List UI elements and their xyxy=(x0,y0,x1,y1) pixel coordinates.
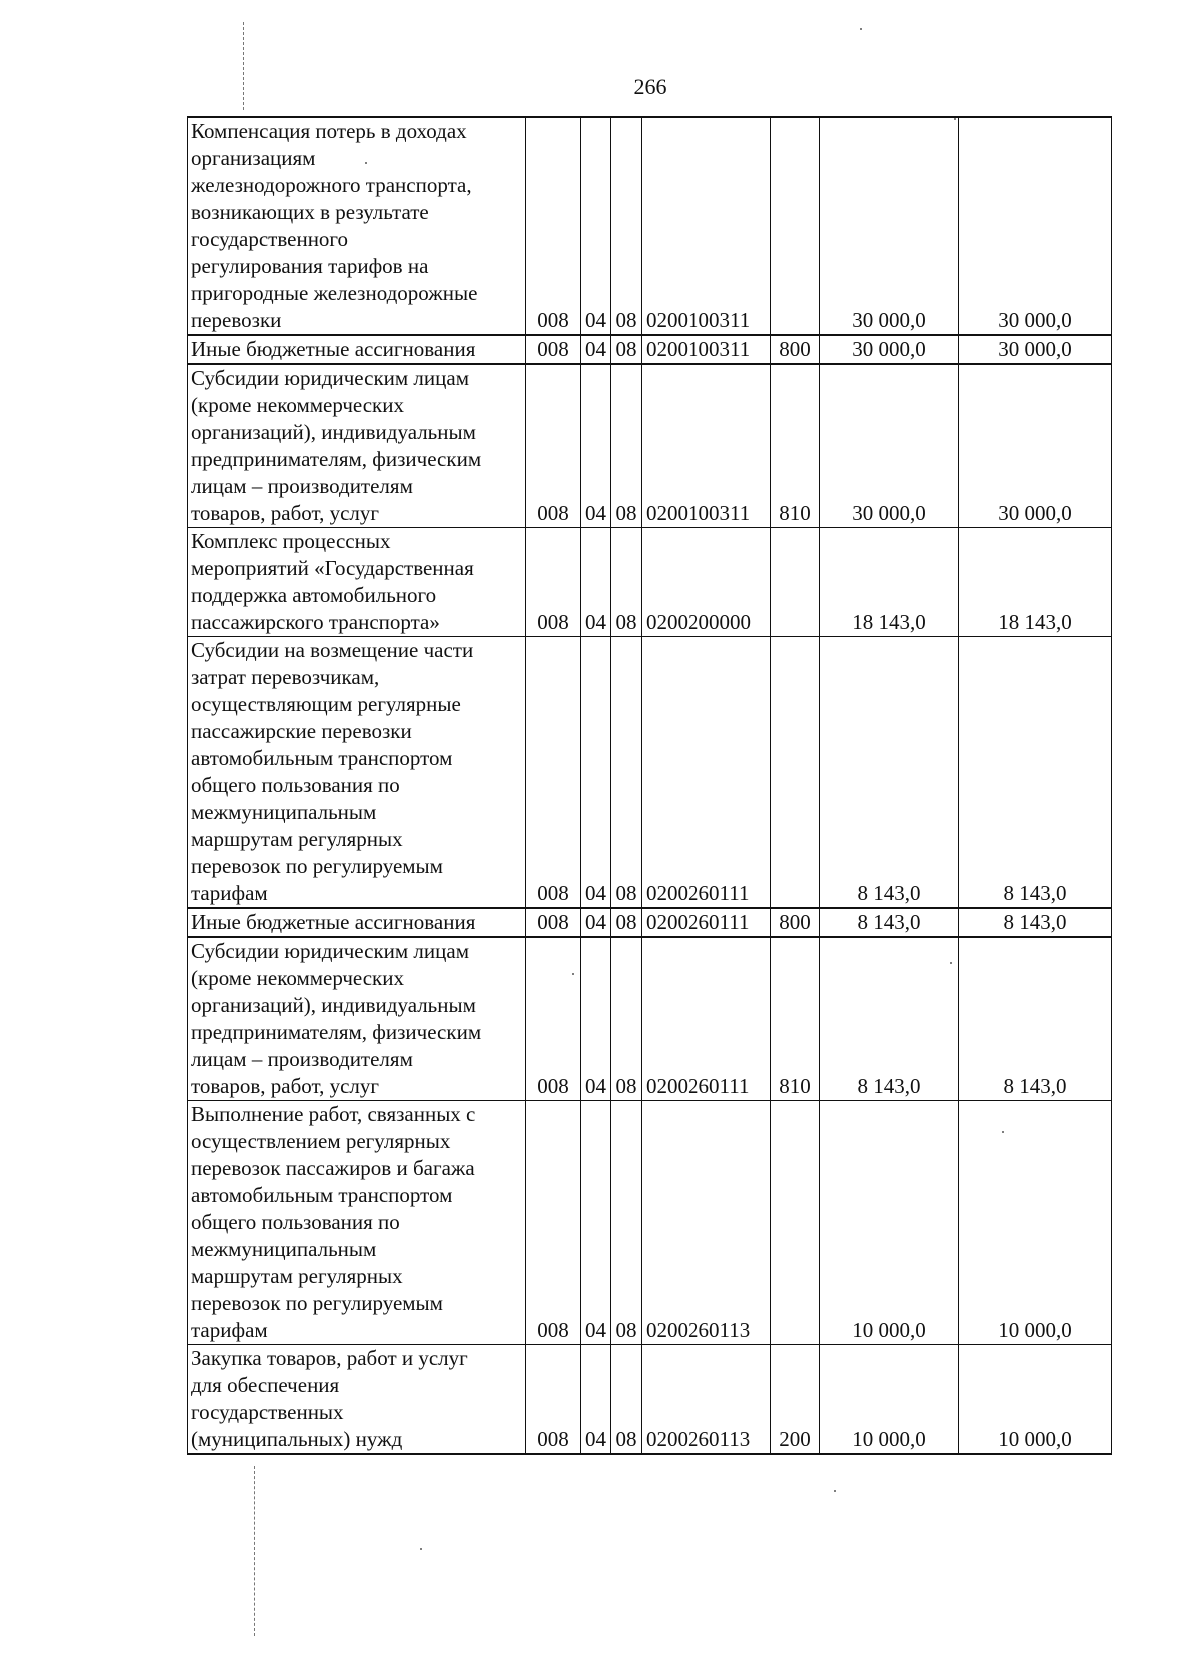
expense-type-code: 800 xyxy=(771,908,820,937)
target-code: 0200260113 xyxy=(642,1345,771,1455)
section-code: 04 xyxy=(581,117,611,335)
target-code: 0200260111 xyxy=(642,637,771,909)
section-code: 04 xyxy=(581,937,611,1101)
subsection-code: 08 xyxy=(611,908,642,937)
table-row xyxy=(188,528,1112,637)
target-code: 0200260113 xyxy=(642,1101,771,1345)
scan-speck xyxy=(420,1548,422,1550)
section-code: 04 xyxy=(581,364,611,528)
amount-1: 18 143,0 xyxy=(820,528,959,637)
section-code: 04 xyxy=(581,335,611,364)
table-row xyxy=(188,364,1112,528)
subsection-code: 08 xyxy=(611,1345,642,1455)
amount-1: 8 143,0 xyxy=(820,637,959,909)
subsection-code: 08 xyxy=(611,1101,642,1345)
row-name: Субсидии на возмещение части затрат перевозчикам, осуществляющим регулярные пассажирские перевозки автомобильным транспортом общего пользования по межмуниципальным маршрутам регулярных перевозок по регулируемым тарифам xyxy=(188,637,526,909)
section-code: 04 xyxy=(581,1101,611,1345)
scan-speck xyxy=(950,962,952,964)
table-row xyxy=(188,1101,1112,1345)
ministry-code: 008 xyxy=(526,364,581,528)
expense-type-code: 800 xyxy=(771,335,820,364)
row-name: Субсидии юридическим лицам (кроме некоммерческих организаций), индивидуальным предпринимателям, физическим лицам – производителям товаров, работ, услуг xyxy=(188,364,526,528)
subsection-code: 08 xyxy=(611,528,642,637)
table-row xyxy=(188,937,1112,1101)
subsection-code: 08 xyxy=(611,364,642,528)
amount-1: 10 000,0 xyxy=(820,1345,959,1455)
amount-2: 8 143,0 xyxy=(959,908,1112,937)
ministry-code: 008 xyxy=(526,1345,581,1455)
amount-2: 30 000,0 xyxy=(959,117,1112,335)
target-code: 0200100311 xyxy=(642,364,771,528)
scan-speck xyxy=(572,973,574,975)
scan-speck xyxy=(365,162,367,164)
section-code: 04 xyxy=(581,528,611,637)
ministry-code: 008 xyxy=(526,117,581,335)
target-code: 0200260111 xyxy=(642,937,771,1101)
row-name: Иные бюджетные ассигнования xyxy=(188,908,526,937)
target-code: 0200100311 xyxy=(642,335,771,364)
row-name: Субсидии юридическим лицам (кроме некоммерческих организаций), индивидуальным предпринимателям, физическим лицам – производителям товаров, работ, услуг xyxy=(188,937,526,1101)
target-code: 0200100311 xyxy=(642,117,771,335)
amount-1: 8 143,0 xyxy=(820,908,959,937)
target-code: 0200200000 xyxy=(642,528,771,637)
table-row xyxy=(188,908,1112,937)
expense-type-code xyxy=(771,637,820,909)
table-row xyxy=(188,1345,1112,1455)
row-name: Компенсация потерь в доходах организациям железнодорожного транспорта, возникающих в результате государственного регулирования тарифов на пригородные железнодорожные перевозки xyxy=(188,117,526,335)
table-row xyxy=(188,117,1112,335)
ministry-code: 008 xyxy=(526,908,581,937)
amount-2: 8 143,0 xyxy=(959,937,1112,1101)
subsection-code: 08 xyxy=(611,937,642,1101)
scan-speck xyxy=(860,28,862,30)
subsection-code: 08 xyxy=(611,335,642,364)
amount-2: 18 143,0 xyxy=(959,528,1112,637)
section-code: 04 xyxy=(581,908,611,937)
ministry-code: 008 xyxy=(526,1101,581,1345)
scan-speck xyxy=(1002,1131,1004,1133)
page-number: 266 xyxy=(633,74,667,99)
section-code: 04 xyxy=(581,637,611,909)
scan-binding-mark-bottom xyxy=(254,1466,255,1636)
row-name: Иные бюджетные ассигнования xyxy=(188,335,526,364)
scan-binding-mark-top xyxy=(243,22,244,110)
budget-table xyxy=(187,116,1112,1455)
expense-type-code xyxy=(771,117,820,335)
amount-2: 30 000,0 xyxy=(959,335,1112,364)
row-name: Выполнение работ, связанных с осуществлением регулярных перевозок пассажиров и багажа автомобильным транспортом общего пользования по межмуниципальным маршрутам регулярных перевозок по регулируемым тарифам xyxy=(188,1101,526,1345)
row-name: Закупка товаров, работ и услуг для обеспечения государственных (муниципальных) нужд xyxy=(188,1345,526,1455)
scan-speck xyxy=(954,118,956,120)
subsection-code: 08 xyxy=(611,117,642,335)
ministry-code: 008 xyxy=(526,637,581,909)
amount-2: 30 000,0 xyxy=(959,364,1112,528)
expense-type-code: 200 xyxy=(771,1345,820,1455)
amount-2: 10 000,0 xyxy=(959,1101,1112,1345)
amount-1: 30 000,0 xyxy=(820,117,959,335)
amount-1: 10 000,0 xyxy=(820,1101,959,1345)
table-row xyxy=(188,335,1112,364)
ministry-code: 008 xyxy=(526,528,581,637)
amount-2: 8 143,0 xyxy=(959,637,1112,909)
row-name: Комплекс процессных мероприятий «Государственная поддержка автомобильного пассажирского транспорта» xyxy=(188,528,526,637)
section-code: 04 xyxy=(581,1345,611,1455)
expense-type-code: 810 xyxy=(771,937,820,1101)
ministry-code: 008 xyxy=(526,937,581,1101)
amount-1: 8 143,0 xyxy=(820,937,959,1101)
ministry-code: 008 xyxy=(526,335,581,364)
expense-type-code xyxy=(771,1101,820,1345)
amount-2: 10 000,0 xyxy=(959,1345,1112,1455)
amount-1: 30 000,0 xyxy=(820,335,959,364)
expense-type-code xyxy=(771,528,820,637)
amount-1: 30 000,0 xyxy=(820,364,959,528)
expense-type-code: 810 xyxy=(771,364,820,528)
table-row xyxy=(188,637,1112,909)
target-code: 0200260111 xyxy=(642,908,771,937)
scan-speck xyxy=(834,1490,836,1492)
subsection-code: 08 xyxy=(611,637,642,909)
